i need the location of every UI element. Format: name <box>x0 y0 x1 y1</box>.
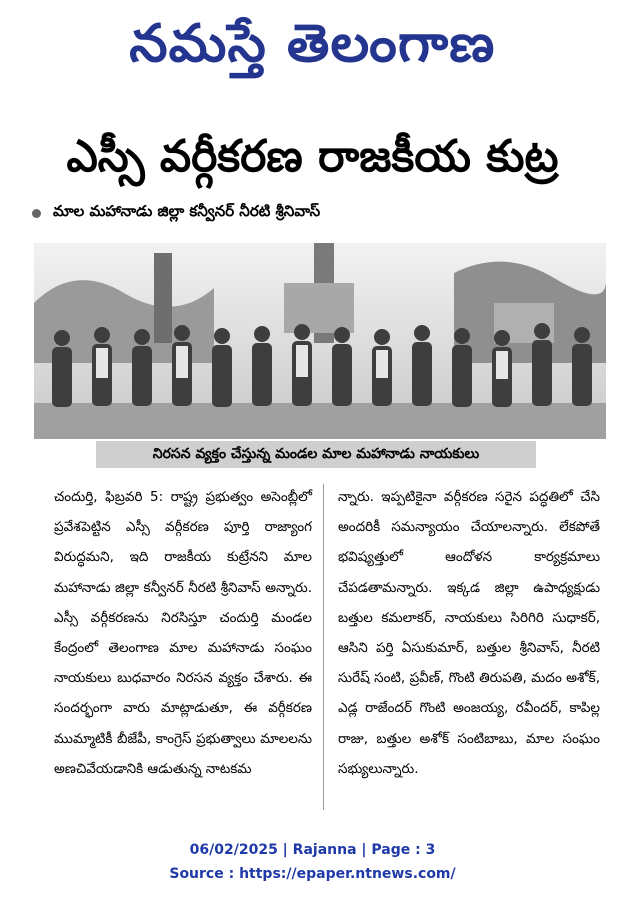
column-divider <box>323 484 324 810</box>
photo-caption <box>96 441 536 468</box>
footer-source: Source : https://epaper.ntnews.com/ <box>169 866 456 882</box>
photo-caption-text: నిరసన వ్యక్తం చేస్తున్న మండల మాల మహానాడు నాయకులు <box>152 446 480 462</box>
headline-text: ఎస్సీ వర్గీకరణ రాజకీయ కుట్ర <box>66 131 559 182</box>
protest-photo <box>34 243 606 439</box>
newspaper-masthead <box>0 4 625 84</box>
masthead-title: నమస్తే తెలంగాణ <box>129 14 496 74</box>
subhead-text: మాల మహానాడు జిల్లా కన్వీనర్ నీరటి శ్రీనివాస్ <box>53 202 321 220</box>
article-body-right-column: న్నారు. ఇప్పటికైనా వర్గీకరణ సరైన పద్ధతిలో చేసి అందరికీ సమన్యాయం చేయాలన్నారు. లేకపోతే భవిష్యత్తులో ఆందోళన కార్యక్రమాలు చేపడతామన్నారు. ఇక్కడ జిల్లా ఉపాధ్యక్షుడు బత్తుల కమలాకర్, నాయకులు సిరిగిరి సుధాకర్, ఆసిని పర్తి ఏసుకుమార్, బత్తుల శ్రీనివాస్, నీరటి సురేష్ సంటి, ప్రవీణ్, గొంటి తిరుపతి, మదం అశోక్, ఎడ్ల రాజేందర్ గొంటి అంజయ్య, రవీందర్, కాపిల్ల రాజు, బత్తుల అశోక్ సంటిబాబు, మాల సంఘం సభ్యులున్నారు. <box>338 489 600 777</box>
footer-date-edition: 06/02/2025 | Rajanna | Page : 3 <box>189 842 436 858</box>
article-body-left-column: చందుర్తి, ఫిబ్రవరి 5: రాష్ట్ర ప్రభుత్వం అసెంబ్లీలో ప్రవేశపెట్టిన ఎస్సీ వర్గీకరణ పూర్తి రాజ్యాంగ విరుద్ధమని, ఇది రాజకీయ కుట్రేనని మాల మహానాడు జిల్లా కన్వీనర్ నీరటి శ్రీనివాస్ అన్నారు. ఎస్సీ వర్గీకరణను నిరసిస్తూ చందుర్తి మండల కేంద్రంలో తెలంగాణ మాల మహానాడు సంఘం నాయకులు బుధవారం నిరసన వ్యక్తం చేశారు. ఈ సందర్భంగా వారు మాట్లాడుతూ, ఈ వర్గీకరణ ముమ్మాటికీ బీజేపీ, కాంగ్రెస్ ప్రభుత్వాలు మాలలను అణచివేయడానికి ఆడుతున్న నాటకమ <box>54 489 312 777</box>
article-headline <box>0 122 625 192</box>
photo-illustration <box>34 243 606 439</box>
bullet-icon <box>32 209 41 218</box>
article-subhead <box>32 200 592 226</box>
